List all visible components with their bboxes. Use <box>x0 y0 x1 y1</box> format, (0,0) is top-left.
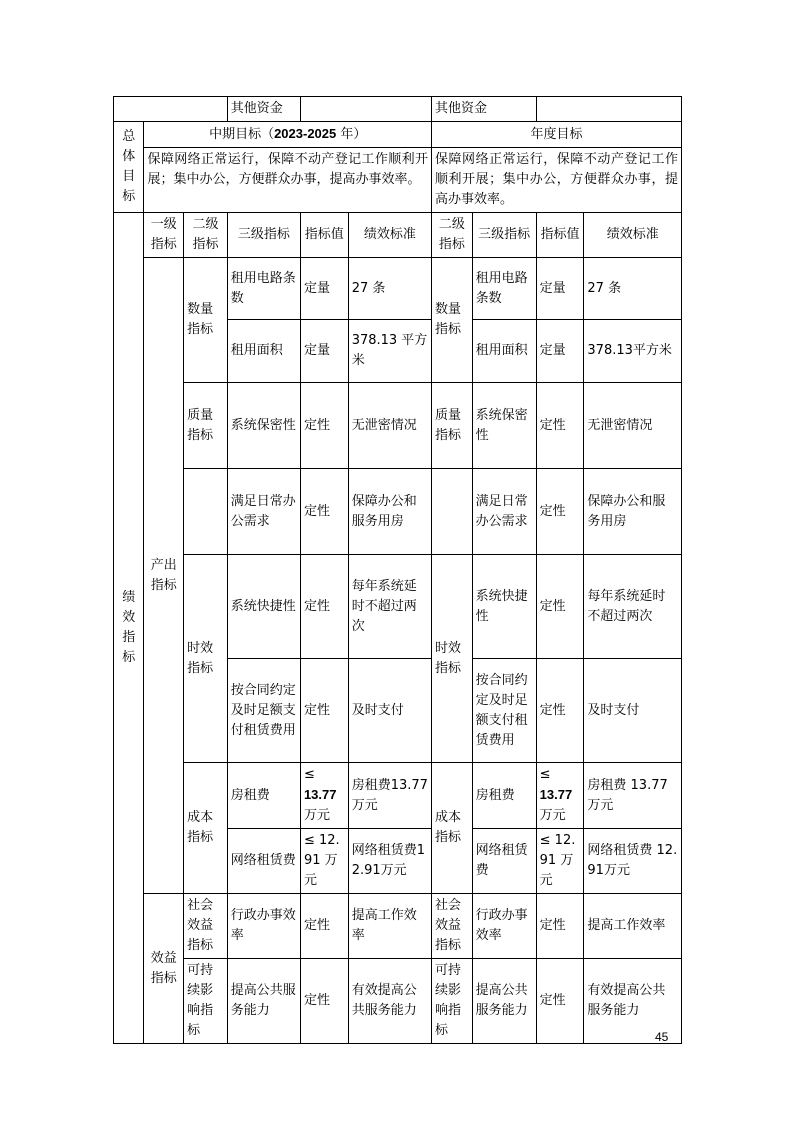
annual-quantity-indicator-label: 数量指标 <box>432 258 473 383</box>
ann-level3: 系统快捷性 <box>472 555 536 659</box>
goal-header-row <box>114 122 682 148</box>
mid-level3: 租用面积 <box>227 320 300 383</box>
header-standard: 绩效标准 <box>348 213 431 258</box>
mid-standard: 提高工作效率 <box>348 894 431 959</box>
header-value: 指标值 <box>300 213 348 258</box>
page-number: 45 <box>655 1030 669 1044</box>
header-annual-standard: 绩效标准 <box>584 213 682 258</box>
header-annual-value: 指标值 <box>536 213 584 258</box>
mid-value: 定量 <box>300 320 348 383</box>
output-indicator-label: 产出指标 <box>144 258 184 894</box>
mid-level3: 满足日常办公需求 <box>227 469 300 555</box>
header-annual-level3: 三级指标 <box>472 213 536 258</box>
ann-standard: 房租费 13.77 万元 <box>584 763 682 829</box>
quality-indicator-label: 质量指标 <box>184 383 228 469</box>
mid-standard: 网络租赁费12.91万元 <box>348 829 431 894</box>
ann-standard: 378.13平方米 <box>584 320 682 383</box>
ann-standard: 每年系统延时不超过两次 <box>584 555 682 659</box>
mid-standard: 378.13 平方米 <box>348 320 431 383</box>
ann-level3: 租用电路条数 <box>472 258 536 320</box>
midterm-header-suffix: 年） <box>336 127 367 142</box>
mid-standard: 27 条 <box>348 258 431 320</box>
mid-value: 定量 <box>300 258 348 320</box>
other-funds-row <box>114 97 682 122</box>
annual-goal-header: 年度目标 <box>432 122 682 148</box>
midterm-header-years: 2023-2025 <box>274 126 337 141</box>
mid-level3: 按合同约定及时足额支付租赁费用 <box>227 659 300 763</box>
mid-level3: 网络租赁费 <box>227 829 300 894</box>
midterm-goal-text: 保障网络正常运行，保障不动产登记工作顺利开展；集中办公，方便群众办事，提高办事效率。 <box>144 148 432 213</box>
ann-level3: 网络租赁费 <box>472 829 536 894</box>
quantity-indicator-label: 数量指标 <box>184 258 228 383</box>
ann-level3: 行政办事效率 <box>472 894 536 959</box>
table-row <box>114 763 682 829</box>
header-level3: 三级指标 <box>227 213 300 258</box>
header-level2: 二级指标 <box>184 213 228 258</box>
annual-sustainable-impact-indicator-label: 可持续影响指标 <box>432 959 473 1044</box>
ann-value: 定性 <box>536 894 584 959</box>
mid-value: 定性 <box>300 383 348 469</box>
annual-quality-indicator-label: 质量指标 <box>432 383 473 469</box>
indicator-header-row <box>114 213 682 258</box>
ann-value-number: 13.77 <box>539 787 573 802</box>
ann-value: 定量 <box>536 320 584 383</box>
mid-value: 定性 <box>300 959 348 1044</box>
funds-label-right: 其他资金 <box>432 97 537 122</box>
mid-level3: 房租费 <box>227 763 300 829</box>
mid-value: ≤ 12.91 万元 <box>300 829 348 894</box>
mid-value: 定性 <box>300 894 348 959</box>
mid-standard: 每年系统延时不超过两次 <box>348 555 431 659</box>
ann-level3: 满足日常办公需求 <box>472 469 536 555</box>
ann-value: 定性 <box>536 959 584 1044</box>
ann-standard: 及时支付 <box>584 659 682 763</box>
ann-value-unit: 万元 <box>539 808 566 823</box>
annual-goal-text: 保障网络正常运行，保障不动产登记工作顺利开展；集中办公，方便群众办事，提高办事效率。 <box>432 148 682 213</box>
ann-value: 定性 <box>536 659 584 763</box>
funds-value-right <box>536 97 681 122</box>
mid-level3: 系统保密性 <box>227 383 300 469</box>
table-row <box>114 959 682 1044</box>
ann-level3: 按合同约定及时足额支付租赁费用 <box>472 659 536 763</box>
ann-value: ≤ 12.91 万元 <box>536 829 584 894</box>
benefit-indicator-label: 效益指标 <box>144 894 184 1044</box>
ann-level3: 租用面积 <box>472 320 536 383</box>
ann-value: 定量 <box>536 258 584 320</box>
ann-value: 定性 <box>536 555 584 659</box>
header-level1: 一级指标 <box>144 213 184 258</box>
mid-standard: 及时支付 <box>348 659 431 763</box>
ann-standard: 27 条 <box>584 258 682 320</box>
funds-blank-cell <box>114 97 228 122</box>
ann-value-symbol: ≤ <box>539 767 551 782</box>
social-benefit-indicator-label: 社会效益指标 <box>184 894 228 959</box>
annual-cost-indicator-label: 成本指标 <box>432 763 473 894</box>
ann-standard: 无泄密情况 <box>584 383 682 469</box>
mid-standard: 保障办公和服务用房 <box>348 469 431 555</box>
table-row <box>114 258 682 320</box>
quality-indicator-empty <box>184 469 228 555</box>
mid-value: 定性 <box>300 555 348 659</box>
ann-level3: 系统保密性 <box>472 383 536 469</box>
sustainable-impact-indicator-label: 可持续影响指标 <box>184 959 228 1044</box>
mid-level3: 租用电路条数 <box>227 258 300 320</box>
performance-goal-table <box>113 96 682 1044</box>
mid-value <box>300 763 348 829</box>
ann-value: 定性 <box>536 383 584 469</box>
mid-level3: 行政办事效率 <box>227 894 300 959</box>
mid-level3: 系统快捷性 <box>227 555 300 659</box>
ann-value <box>536 763 584 829</box>
mid-value-unit: 万元 <box>303 808 330 823</box>
table-row <box>114 894 682 959</box>
ann-standard: 有效提高公共服务能力 <box>584 959 682 1044</box>
mid-value: 定性 <box>300 659 348 763</box>
cost-indicator-label: 成本指标 <box>184 763 228 894</box>
midterm-header-prefix: 中期目标（ <box>209 127 275 142</box>
ann-standard: 提高工作效率 <box>584 894 682 959</box>
overall-goal-label: 总体目标 <box>114 122 144 213</box>
mid-standard: 房租费13.77万元 <box>348 763 431 829</box>
mid-standard: 有效提高公共服务能力 <box>348 959 431 1044</box>
ann-standard: 网络租赁费 12.91万元 <box>584 829 682 894</box>
table-row <box>114 469 682 555</box>
mid-value-symbol: ≤ <box>303 767 315 782</box>
mid-value: 定性 <box>300 469 348 555</box>
ann-value: 定性 <box>536 469 584 555</box>
mid-level3: 提高公共服务能力 <box>227 959 300 1044</box>
table-row <box>114 383 682 469</box>
annual-quality-indicator-empty <box>432 469 473 555</box>
ann-level3: 提高公共服务能力 <box>472 959 536 1044</box>
funds-label-left: 其他资金 <box>227 97 300 122</box>
ann-standard: 保障办公和服务用房 <box>584 469 682 555</box>
ann-level3: 房租费 <box>472 763 536 829</box>
performance-indicator-label: 绩效指标 <box>114 213 144 1044</box>
header-annual-level2: 二级指标 <box>432 213 473 258</box>
mid-standard: 无泄密情况 <box>348 383 431 469</box>
goal-text-row <box>114 148 682 213</box>
midterm-goal-header <box>144 122 432 148</box>
timeliness-indicator-label: 时效指标 <box>184 555 228 763</box>
annual-timeliness-indicator-label: 时效指标 <box>432 555 473 763</box>
mid-value-number: 13.77 <box>303 787 337 802</box>
annual-social-benefit-indicator-label: 社会效益指标 <box>432 894 473 959</box>
table-row <box>114 555 682 659</box>
funds-value-left <box>300 97 431 122</box>
